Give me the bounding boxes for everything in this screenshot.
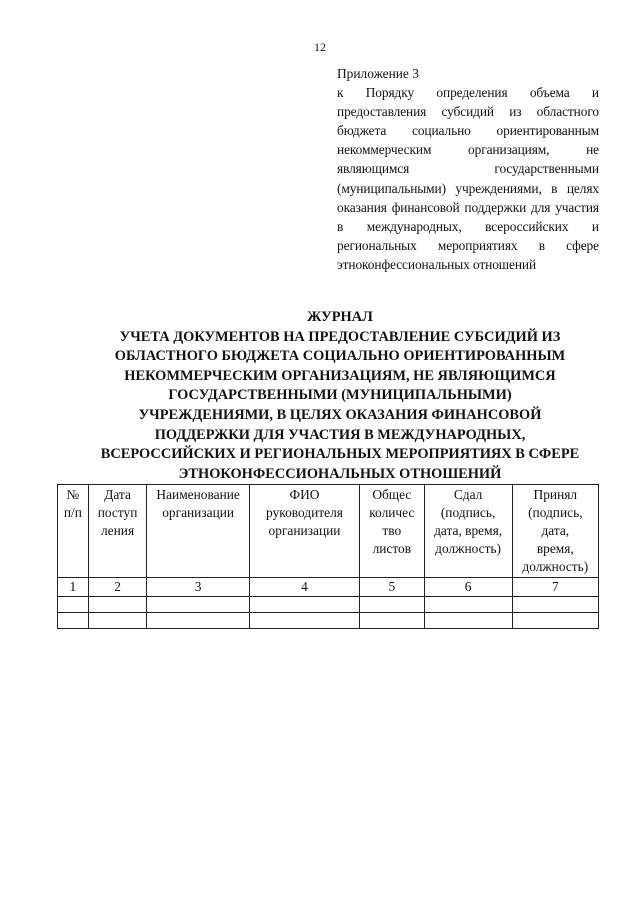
column-number: 5 [360, 578, 425, 597]
header-line: листов [372, 541, 412, 556]
journal-heading [70, 308, 610, 484]
header-cell-submitted [424, 485, 512, 578]
heading-line: ОБЛАСТНОГО БЮДЖЕТА СОЦИАЛЬНО ОРИЕНТИРОВАННЫМ [114, 348, 566, 365]
heading-line: НЕКОММЕРЧЕСКИМ ОРГАНИЗАЦИЯМ, НЕ ЯВЛЯЮЩИМСЯ [124, 367, 556, 384]
table-cell [249, 613, 359, 629]
header-line: Сдал [453, 487, 483, 502]
header-line: количес [369, 505, 415, 520]
header-line: тво [382, 523, 402, 538]
header-cell-number [58, 485, 89, 578]
table-cell [147, 613, 250, 629]
table-cell [424, 613, 512, 629]
header-line: дата, время, [434, 523, 503, 538]
header-line: Принял [533, 487, 578, 502]
header-line: № [66, 487, 80, 502]
heading-line: ЭТНОКОНФЕССИОНАЛЬНЫХ ОТНОШЕНИЙ [178, 465, 502, 482]
page-number: 12 [314, 40, 326, 54]
table-header-row [58, 485, 599, 578]
table-cell [58, 613, 89, 629]
heading-line: УЧЕТА ДОКУМЕНТОВ НА ПРЕДОСТАВЛЕНИЕ СУБСИДИЙ ИЗ [119, 328, 561, 345]
header-line: п/п [63, 505, 82, 520]
header-line: дата, [541, 523, 570, 538]
header-line: время, [536, 541, 574, 556]
column-number: 6 [424, 578, 512, 597]
header-line: (подпись, [528, 505, 583, 520]
header-line: Общес [372, 487, 412, 502]
column-number: 3 [147, 578, 250, 597]
header-line: Наименование [156, 487, 240, 502]
appendix-title: Приложение 3 [337, 66, 419, 81]
table-cell [424, 597, 512, 613]
header-line: ФИО [289, 487, 320, 502]
column-number: 2 [88, 578, 147, 597]
table-cell [512, 597, 598, 613]
header-line: Дата [104, 487, 131, 502]
table-cell [360, 597, 425, 613]
heading-line: ВСЕРОССИЙСКИХ И РЕГИОНАЛЬНЫХ МЕРОПРИЯТИЯХ В СФЕРЕ [100, 446, 580, 463]
table-cell [512, 613, 598, 629]
table-cell [147, 597, 250, 613]
table-cell [88, 597, 147, 613]
header-line: ления [101, 523, 135, 538]
header-line: организации [268, 523, 341, 538]
table-cell [58, 597, 89, 613]
column-number: 4 [249, 578, 359, 597]
header-cell-received [512, 485, 598, 578]
heading-line: ПОДДЕРЖКИ ДЛЯ УЧАСТИЯ В МЕЖДУНАРОДНЫХ, [154, 426, 526, 443]
header-line: поступ [97, 505, 138, 520]
column-number-row [58, 578, 599, 597]
header-cell-head-name [249, 485, 359, 578]
table-cell [249, 597, 359, 613]
header-line: организации [162, 505, 235, 520]
header-line: руководителя [266, 505, 343, 520]
column-number: 7 [512, 578, 598, 597]
column-number: 1 [58, 578, 89, 597]
heading-line: ЖУРНАЛ [307, 309, 373, 325]
appendix-body: к Порядку определения объема и предоставления субсидий из областного бюджета социально ориентированным некоммерческим организациям, не являющимся государственными (муниципальными) учреждениями, в целях оказания финансовой поддержки для участия в международных, всероссийских и региональных мероприятиях в сфере этноконфессиональных отношений [337, 85, 599, 272]
header-line: (подпись, [440, 505, 496, 520]
table-cell [88, 613, 147, 629]
heading-line: ГОСУДАРСТВЕННЫМИ (МУНИЦИПАЛЬНЫМИ) [168, 387, 512, 404]
header-line: должность) [522, 559, 589, 574]
table-cell [360, 613, 425, 629]
header-line: должность) [435, 541, 501, 556]
header-cell-date [88, 485, 147, 578]
appendix-note [337, 64, 599, 274]
header-cell-organization [147, 485, 250, 578]
heading-line: УЧРЕЖДЕНИЯМИ, В ЦЕЛЯХ ОКАЗАНИЯ ФИНАНСОВОЙ [138, 406, 542, 423]
table-row [58, 597, 599, 613]
table-row [58, 613, 599, 629]
journal-table [57, 484, 599, 629]
header-cell-sheet-count [360, 485, 425, 578]
